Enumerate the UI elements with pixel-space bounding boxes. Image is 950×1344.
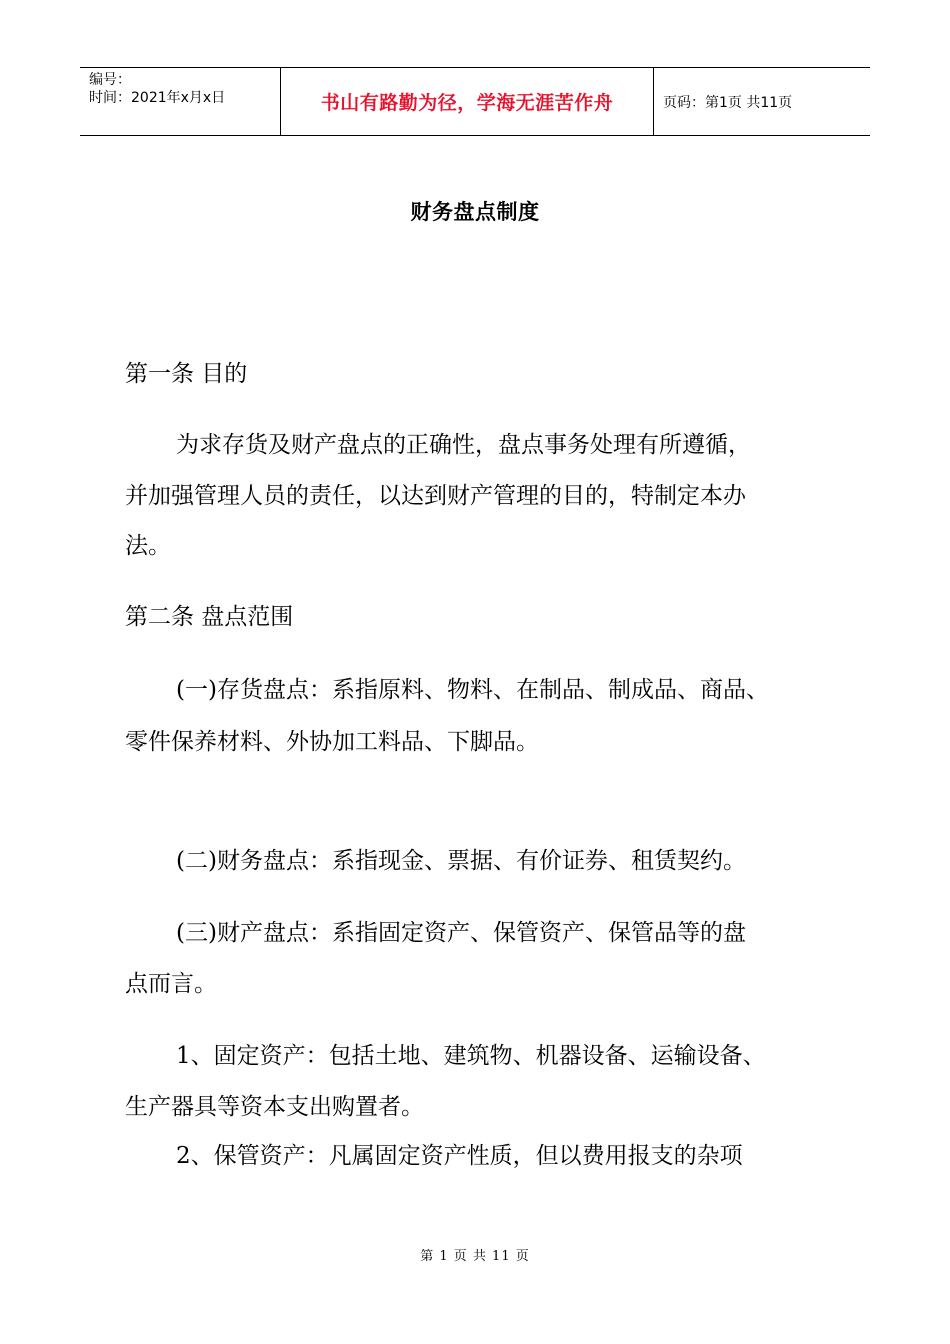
header-meta bbox=[80, 68, 281, 135]
page-footer: 第 1 页 共 11 页 bbox=[420, 1249, 530, 1264]
document-header bbox=[80, 67, 870, 136]
time-label: 时间：2021年x月x日 bbox=[89, 90, 226, 106]
paragraph-line: 零件保养材料、外协加工料品、下脚品。 bbox=[125, 729, 539, 755]
paragraph-line: 2、保管资产：凡属固定资产性质，但以费用报支的杂项 bbox=[176, 1143, 743, 1169]
paragraph-line: 为求存货及财产盘点的正确性，盘点事务处理有所遵循， bbox=[176, 432, 751, 458]
article-2-heading: 第二条 盘点范围 bbox=[125, 604, 294, 630]
header-page-info: 页码：第1页 共11页 bbox=[663, 94, 793, 111]
paragraph-line: (三)财产盘点：系指固定资产、保管资产、保管品等的盘 bbox=[176, 920, 746, 946]
header-motto: 书山有路勤为径，学海无涯苦作舟 bbox=[281, 68, 654, 135]
article-1-heading: 第一条 目的 bbox=[125, 361, 248, 387]
paragraph-line: 生产器具等资本支出购置者。 bbox=[125, 1094, 424, 1120]
paragraph-line: (二)财务盘点：系指现金、票据、有价证券、租赁契约。 bbox=[176, 848, 746, 874]
paragraph-line: (一)存货盘点：系指原料、物料、在制品、制成品、商品、 bbox=[176, 677, 769, 703]
paragraph-line: 法。 bbox=[125, 533, 171, 559]
document-title: 财务盘点制度 bbox=[410, 200, 540, 224]
paragraph-line: 1、固定资产：包括土地、建筑物、机器设备、运输设备、 bbox=[176, 1043, 766, 1069]
number-label: 编号： bbox=[89, 72, 131, 88]
paragraph-line: 点而言。 bbox=[125, 971, 217, 997]
paragraph-line: 并加强管理人员的责任，以达到财产管理的目的，特制定本办 bbox=[125, 483, 746, 509]
